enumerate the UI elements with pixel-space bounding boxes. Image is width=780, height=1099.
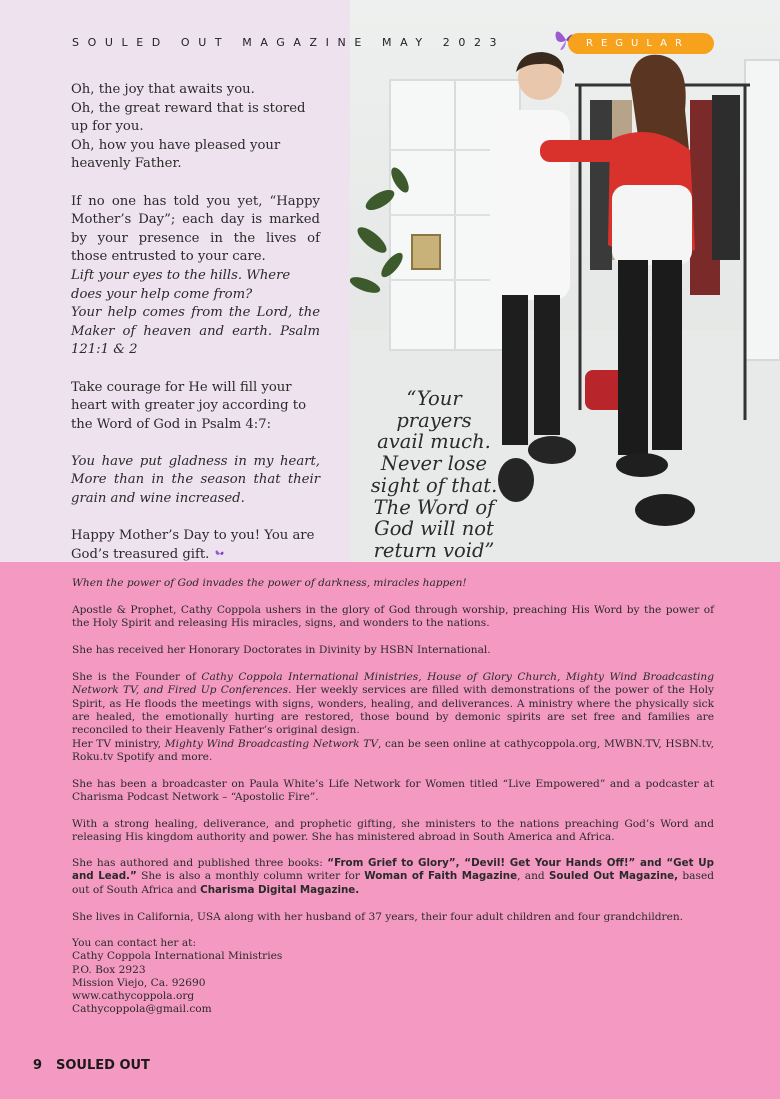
contact-block (72, 937, 714, 1017)
pull-quote-line: The Word of (373, 495, 495, 519)
paragraph: Take courage for He will fill your heart with greater joy according to the Word of God in Psalm 4:7: (71, 379, 307, 432)
bio-paragraph: She is the Founder of Cathy Coppola International Ministries, House of Glory Church, Mighty Wind Broadcasting Network TV, and Fired Up Conferences. Her weekly services are filled with demonstrations of the power of the Holy Spirit, as He floods the meetings with signs, wonders, healing, and deliverances. A ministry where the physically sick are healed, the emotionally hurting are restored, those bound by demonic spirits are set free and families are reconciled to their Heavenly Father’s original design. (72, 671, 715, 737)
bio-paragraph: She has authored and published three books: “From Grief to Glory”, “Devil! Get Your Hands Off!” and “Get Up and Lead.” She is also a monthly column writer for Woman of Faith Magazine, and Souled Out Magazine, based out of South Africa and Charisma Digital Magazine. (72, 857, 715, 896)
scripture-quote: Your help comes from the Lord, the Maker of heaven and earth. Psalm 121:1 & 2 (71, 305, 320, 358)
scripture-quote: You have put gladness in my heart, More than in the season that their grain and wine increased. (71, 453, 320, 507)
bio-paragraph: Apostle & Prophet, Cathy Coppola ushers in the glory of God through worship, preaching His Word by the power of the Holy Spirit and releasing His miracles, signs, and wonders to the nations. (72, 604, 714, 630)
bio-paragraph: With a strong healing, deliverance, and prophetic gifting, she ministers to the nations preaching God’s Word and releasing His kingdom authority and power. She has ministered abroad in South America and Africa. (72, 818, 714, 844)
closing-text: Happy Mother’s Day to you! You are God’s treasured gift. (71, 528, 315, 562)
pull-quote-line: sight of that. (370, 473, 498, 497)
footer-title: SOULED OUT (56, 1058, 150, 1073)
email-link[interactable]: Cathycoppola@gmail.com (72, 1003, 212, 1016)
bio-tagline: When the power of God invades the power of darkness, miracles happen! (72, 577, 467, 589)
pull-quote-line: Never lose (380, 452, 488, 476)
pull-quote-line: God will not (374, 517, 494, 541)
bio-paragraph: She has been a broadcaster on Paula White’s Life Network for Women titled “Live Empowered” and a podcaster at Charisma Podcast Network – “Apostolic Fire”. (72, 778, 714, 804)
pull-quote-line: return void” (373, 538, 495, 562)
contact-line: Cathy Coppola International Ministries (72, 950, 283, 963)
pull-quote-line: “Your prayers (396, 387, 472, 432)
pull-quote-line: avail much. (377, 430, 491, 454)
website-link[interactable]: www.cathycoppola.org (72, 990, 195, 1003)
scripture-quote: Lift your eyes to the hills. Where does your help come from? (71, 267, 291, 302)
masthead: SOULED OUT MAGAZINE MAY 2023 (72, 36, 506, 49)
bio-paragraph: Her TV ministry, Mighty Wind Broadcasting Network TV, can be seen online at cathycoppola.org, MWBN.TV, HSBN.tv, Roku.tv Spotify and more. (72, 738, 714, 764)
text-line: Oh, the great reward that is stored up for you. (71, 100, 306, 135)
bio-paragraph: She lives in California, USA along with her husband of 37 years, their four adult children and four grandchildren. (72, 911, 684, 923)
paragraph: If no one has told you yet, “Happy Mother’s Day”; each day is marked by your presence in the lives of those entrusted to your care. (71, 193, 320, 265)
closing-paragraph (71, 527, 320, 564)
section-tag: REGULAR (568, 33, 714, 54)
pull-quote (368, 388, 500, 562)
contact-line: Mission Viejo, Ca. 92690 (72, 976, 206, 989)
contact-line: You can contact her at: (72, 937, 197, 949)
text-line: Oh, how you have pleased your heavenly Father. (71, 137, 281, 172)
bio-paragraph: She has received her Honorary Doctorates in Divinity by HSBN International. (72, 644, 491, 656)
page-number: 9 (33, 1058, 43, 1073)
contact-line: P.O. Box 2923 (72, 963, 146, 976)
butterfly-icon (214, 548, 226, 559)
left-article-text (71, 81, 320, 583)
text-line: Oh, the joy that awaits you. (71, 82, 255, 97)
